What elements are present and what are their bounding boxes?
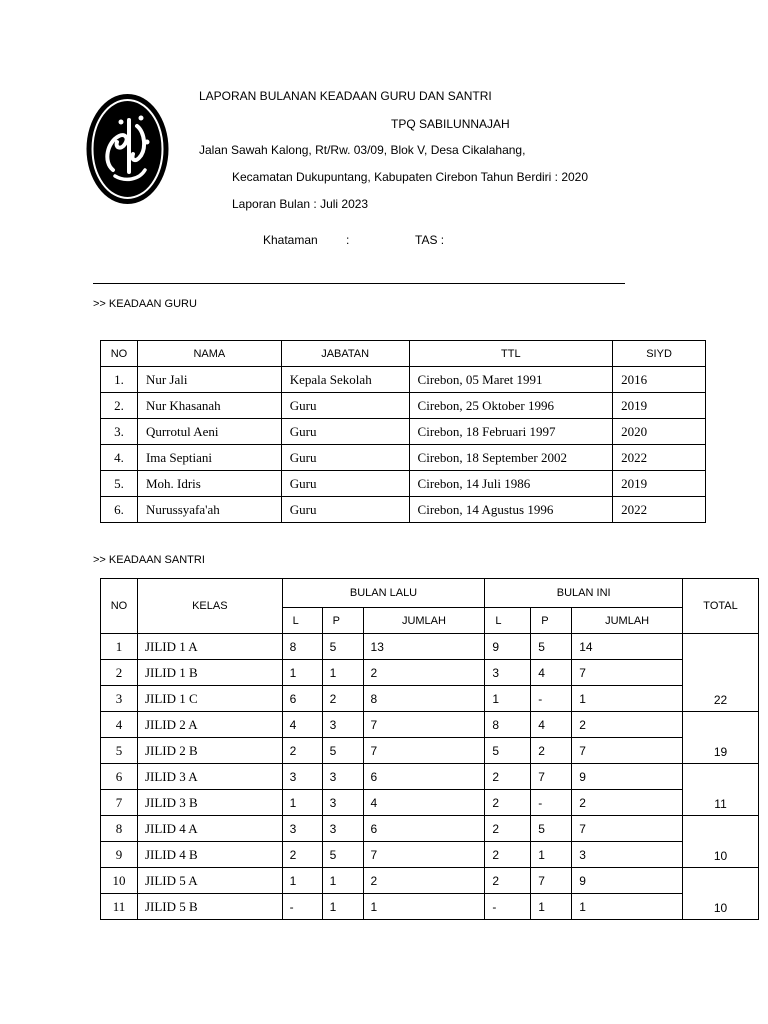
santri-cell-no: 1	[101, 634, 138, 660]
santri-cell-kelas: JILID 1 B	[137, 660, 282, 686]
santri-cell-ini-jumlah: 7	[572, 816, 683, 842]
guru-cell-nama: Nurussyafa'ah	[137, 497, 281, 523]
col-ini-p: P	[531, 608, 572, 634]
guru-table	[100, 340, 706, 523]
santri-cell-ini-jumlah: 1	[572, 686, 683, 712]
santri-cell-kelas: JILID 2 B	[137, 738, 282, 764]
santri-cell-total: 10	[683, 868, 759, 920]
guru-cell-siyd: 2019	[613, 471, 706, 497]
guru-cell-jabatan: Guru	[281, 393, 409, 419]
guru-cell-siyd: 2022	[613, 445, 706, 471]
santri-cell-lalu-l: 1	[282, 660, 322, 686]
santri-cell-no: 2	[101, 660, 138, 686]
santri-cell-ini-l: 9	[485, 634, 531, 660]
khataman-colon: :	[346, 233, 350, 247]
school-name: TPQ SABILUNNAJAH	[391, 117, 510, 131]
guru-cell-siyd: 2020	[613, 419, 706, 445]
guru-section-title: >> KEADAAN GURU	[93, 298, 197, 310]
santri-cell-no: 7	[101, 790, 138, 816]
santri-cell-lalu-p: 5	[322, 842, 363, 868]
santri-cell-no: 11	[101, 894, 138, 920]
guru-cell-no: 3.	[101, 419, 138, 445]
santri-cell-kelas: JILID 3 A	[137, 764, 282, 790]
santri-cell-ini-p: 1	[531, 894, 572, 920]
santri-cell-ini-l: 3	[485, 660, 531, 686]
santri-cell-lalu-l: 4	[282, 712, 322, 738]
guru-cell-ttl: Cirebon, 25 Oktober 1996	[409, 393, 613, 419]
col-bulan-lalu: BULAN LALU	[282, 579, 485, 608]
santri-cell-kelas: JILID 5 A	[137, 868, 282, 894]
santri-cell-ini-jumlah: 2	[572, 790, 683, 816]
table-row	[101, 816, 759, 842]
guru-cell-siyd: 2016	[613, 367, 706, 393]
santri-cell-lalu-p: 3	[322, 816, 363, 842]
table-row	[101, 712, 759, 738]
santri-cell-lalu-l: 3	[282, 764, 322, 790]
santri-cell-ini-jumlah: 1	[572, 894, 683, 920]
guru-cell-nama: Nur Jali	[137, 367, 281, 393]
santri-cell-lalu-jumlah: 4	[363, 790, 485, 816]
guru-cell-nama: Ima Septiani	[137, 445, 281, 471]
santri-cell-lalu-l: 2	[282, 842, 322, 868]
santri-cell-ini-jumlah: 7	[572, 660, 683, 686]
guru-cell-ttl: Cirebon, 18 September 2002	[409, 445, 613, 471]
khataman-label: Khataman	[263, 233, 318, 247]
guru-cell-jabatan: Guru	[281, 497, 409, 523]
santri-cell-kelas: JILID 3 B	[137, 790, 282, 816]
col-nama: NAMA	[137, 341, 281, 367]
santri-cell-lalu-p: 1	[322, 868, 363, 894]
santri-cell-lalu-jumlah: 7	[363, 712, 485, 738]
santri-cell-total: 22	[683, 634, 759, 712]
guru-cell-nama: Moh. Idris	[137, 471, 281, 497]
santri-cell-kelas: JILID 1 A	[137, 634, 282, 660]
santri-section-title: >> KEADAAN SANTRI	[93, 554, 205, 566]
santri-cell-ini-l: 8	[485, 712, 531, 738]
santri-cell-no: 9	[101, 842, 138, 868]
guru-cell-jabatan: Guru	[281, 419, 409, 445]
santri-cell-ini-jumlah: 2	[572, 712, 683, 738]
santri-cell-ini-p: -	[531, 686, 572, 712]
table-row	[101, 634, 759, 660]
guru-cell-siyd: 2019	[613, 393, 706, 419]
santri-cell-ini-p: 1	[531, 842, 572, 868]
santri-cell-no: 8	[101, 816, 138, 842]
district-line: Kecamatan Dukupuntang, Kabupaten Cirebon Tahun Berdiri : 2020	[232, 170, 589, 184]
guru-cell-jabatan: Kepala Sekolah	[281, 367, 409, 393]
col-lalu-l: L	[282, 608, 322, 634]
santri-cell-lalu-p: 5	[322, 738, 363, 764]
table-row	[101, 497, 706, 523]
guru-cell-no: 2.	[101, 393, 138, 419]
santri-cell-no: 4	[101, 712, 138, 738]
santri-cell-lalu-jumlah: 8	[363, 686, 485, 712]
santri-cell-ini-l: 1	[485, 686, 531, 712]
address-line: Jalan Sawah Kalong, Rt/Rw. 03/09, Blok V, Desa Cikalahang,	[199, 143, 526, 157]
santri-cell-ini-jumlah: 3	[572, 842, 683, 868]
santri-cell-lalu-l: 6	[282, 686, 322, 712]
table-row	[101, 367, 706, 393]
col-ttl: TTL	[409, 341, 613, 367]
santri-cell-lalu-l: 1	[282, 868, 322, 894]
santri-cell-ini-l: 5	[485, 738, 531, 764]
santri-cell-ini-l: 2	[485, 842, 531, 868]
santri-cell-lalu-l: 3	[282, 816, 322, 842]
col-no: NO	[101, 341, 138, 367]
santri-cell-lalu-jumlah: 7	[363, 842, 485, 868]
santri-cell-kelas: JILID 1 C	[137, 686, 282, 712]
santri-cell-no: 3	[101, 686, 138, 712]
santri-cell-ini-jumlah: 9	[572, 764, 683, 790]
santri-cell-kelas: JILID 4 B	[137, 842, 282, 868]
santri-cell-lalu-p: 5	[322, 634, 363, 660]
santri-cell-ini-p: 7	[531, 764, 572, 790]
tas-label: TAS :	[415, 233, 445, 247]
santri-cell-kelas: JILID 2 A	[137, 712, 282, 738]
guru-cell-ttl: Cirebon, 14 Agustus 1996	[409, 497, 613, 523]
col-total: TOTAL	[683, 579, 759, 634]
santri-cell-lalu-jumlah: 6	[363, 816, 485, 842]
santri-cell-lalu-l: 1	[282, 790, 322, 816]
table-row	[101, 660, 759, 686]
santri-cell-lalu-p: 1	[322, 660, 363, 686]
col-lalu-p: P	[322, 608, 363, 634]
guru-cell-ttl: Cirebon, 14 Juli 1986	[409, 471, 613, 497]
guru-cell-no: 1.	[101, 367, 138, 393]
guru-cell-ttl: Cirebon, 18 Februari 1997	[409, 419, 613, 445]
santri-cell-total: 19	[683, 712, 759, 764]
santri-cell-kelas: JILID 5 B	[137, 894, 282, 920]
santri-cell-lalu-jumlah: 2	[363, 868, 485, 894]
report-month: Laporan Bulan : Juli 2023	[232, 197, 369, 211]
santri-cell-lalu-p: 3	[322, 790, 363, 816]
santri-cell-lalu-p: 1	[322, 894, 363, 920]
santri-cell-total: 10	[683, 816, 759, 868]
guru-cell-jabatan: Guru	[281, 445, 409, 471]
santri-cell-no: 10	[101, 868, 138, 894]
guru-header-row	[101, 341, 706, 367]
qiraati-logo-icon	[85, 92, 170, 206]
guru-cell-no: 6.	[101, 497, 138, 523]
santri-cell-ini-jumlah: 7	[572, 738, 683, 764]
guru-cell-no: 4.	[101, 445, 138, 471]
santri-cell-lalu-p: 3	[322, 712, 363, 738]
santri-cell-kelas: JILID 4 A	[137, 816, 282, 842]
santri-cell-lalu-jumlah: 6	[363, 764, 485, 790]
col-jabatan: JABATAN	[281, 341, 409, 367]
guru-cell-ttl: Cirebon, 05 Maret 1991	[409, 367, 613, 393]
guru-cell-nama: Nur Khasanah	[137, 393, 281, 419]
guru-cell-no: 5.	[101, 471, 138, 497]
table-row	[101, 868, 759, 894]
santri-cell-lalu-l: 8	[282, 634, 322, 660]
santri-cell-ini-l: 2	[485, 764, 531, 790]
col-ini-jumlah: JUMLAH	[572, 608, 683, 634]
santri-cell-lalu-jumlah: 13	[363, 634, 485, 660]
col-kelas: KELAS	[137, 579, 282, 634]
santri-header-row-1	[101, 579, 759, 608]
table-row	[101, 894, 759, 920]
col-ini-l: L	[485, 608, 531, 634]
santri-cell-ini-l: 2	[485, 816, 531, 842]
table-row	[101, 764, 759, 790]
guru-cell-nama: Qurrotul Aeni	[137, 419, 281, 445]
table-row	[101, 842, 759, 868]
santri-cell-ini-p: 5	[531, 634, 572, 660]
col-bulan-ini: BULAN INI	[485, 579, 683, 608]
report-title: LAPORAN BULANAN KEADAAN GURU DAN SANTRI	[199, 89, 492, 103]
table-row	[101, 419, 706, 445]
table-row	[101, 471, 706, 497]
guru-cell-siyd: 2022	[613, 497, 706, 523]
table-row	[101, 445, 706, 471]
col-no: NO	[101, 579, 138, 634]
col-lalu-jumlah: JUMLAH	[363, 608, 485, 634]
header-divider	[93, 283, 625, 284]
santri-cell-ini-jumlah: 9	[572, 868, 683, 894]
santri-cell-total: 11	[683, 764, 759, 816]
table-row	[101, 738, 759, 764]
santri-cell-ini-p: 2	[531, 738, 572, 764]
santri-cell-ini-l: 2	[485, 790, 531, 816]
santri-cell-ini-l: 2	[485, 868, 531, 894]
santri-cell-no: 6	[101, 764, 138, 790]
santri-table	[100, 578, 759, 920]
santri-cell-ini-l: -	[485, 894, 531, 920]
santri-cell-lalu-jumlah: 1	[363, 894, 485, 920]
santri-cell-lalu-l: 2	[282, 738, 322, 764]
santri-cell-ini-p: -	[531, 790, 572, 816]
table-row	[101, 790, 759, 816]
table-row	[101, 393, 706, 419]
santri-cell-ini-p: 4	[531, 712, 572, 738]
santri-cell-lalu-jumlah: 2	[363, 660, 485, 686]
santri-cell-no: 5	[101, 738, 138, 764]
santri-cell-ini-p: 5	[531, 816, 572, 842]
santri-cell-ini-jumlah: 14	[572, 634, 683, 660]
table-row	[101, 686, 759, 712]
santri-cell-lalu-p: 3	[322, 764, 363, 790]
santri-cell-lalu-jumlah: 7	[363, 738, 485, 764]
santri-cell-lalu-p: 2	[322, 686, 363, 712]
santri-cell-lalu-l: -	[282, 894, 322, 920]
guru-cell-jabatan: Guru	[281, 471, 409, 497]
col-siyd: SIYD	[613, 341, 706, 367]
santri-cell-ini-p: 7	[531, 868, 572, 894]
santri-cell-ini-p: 4	[531, 660, 572, 686]
